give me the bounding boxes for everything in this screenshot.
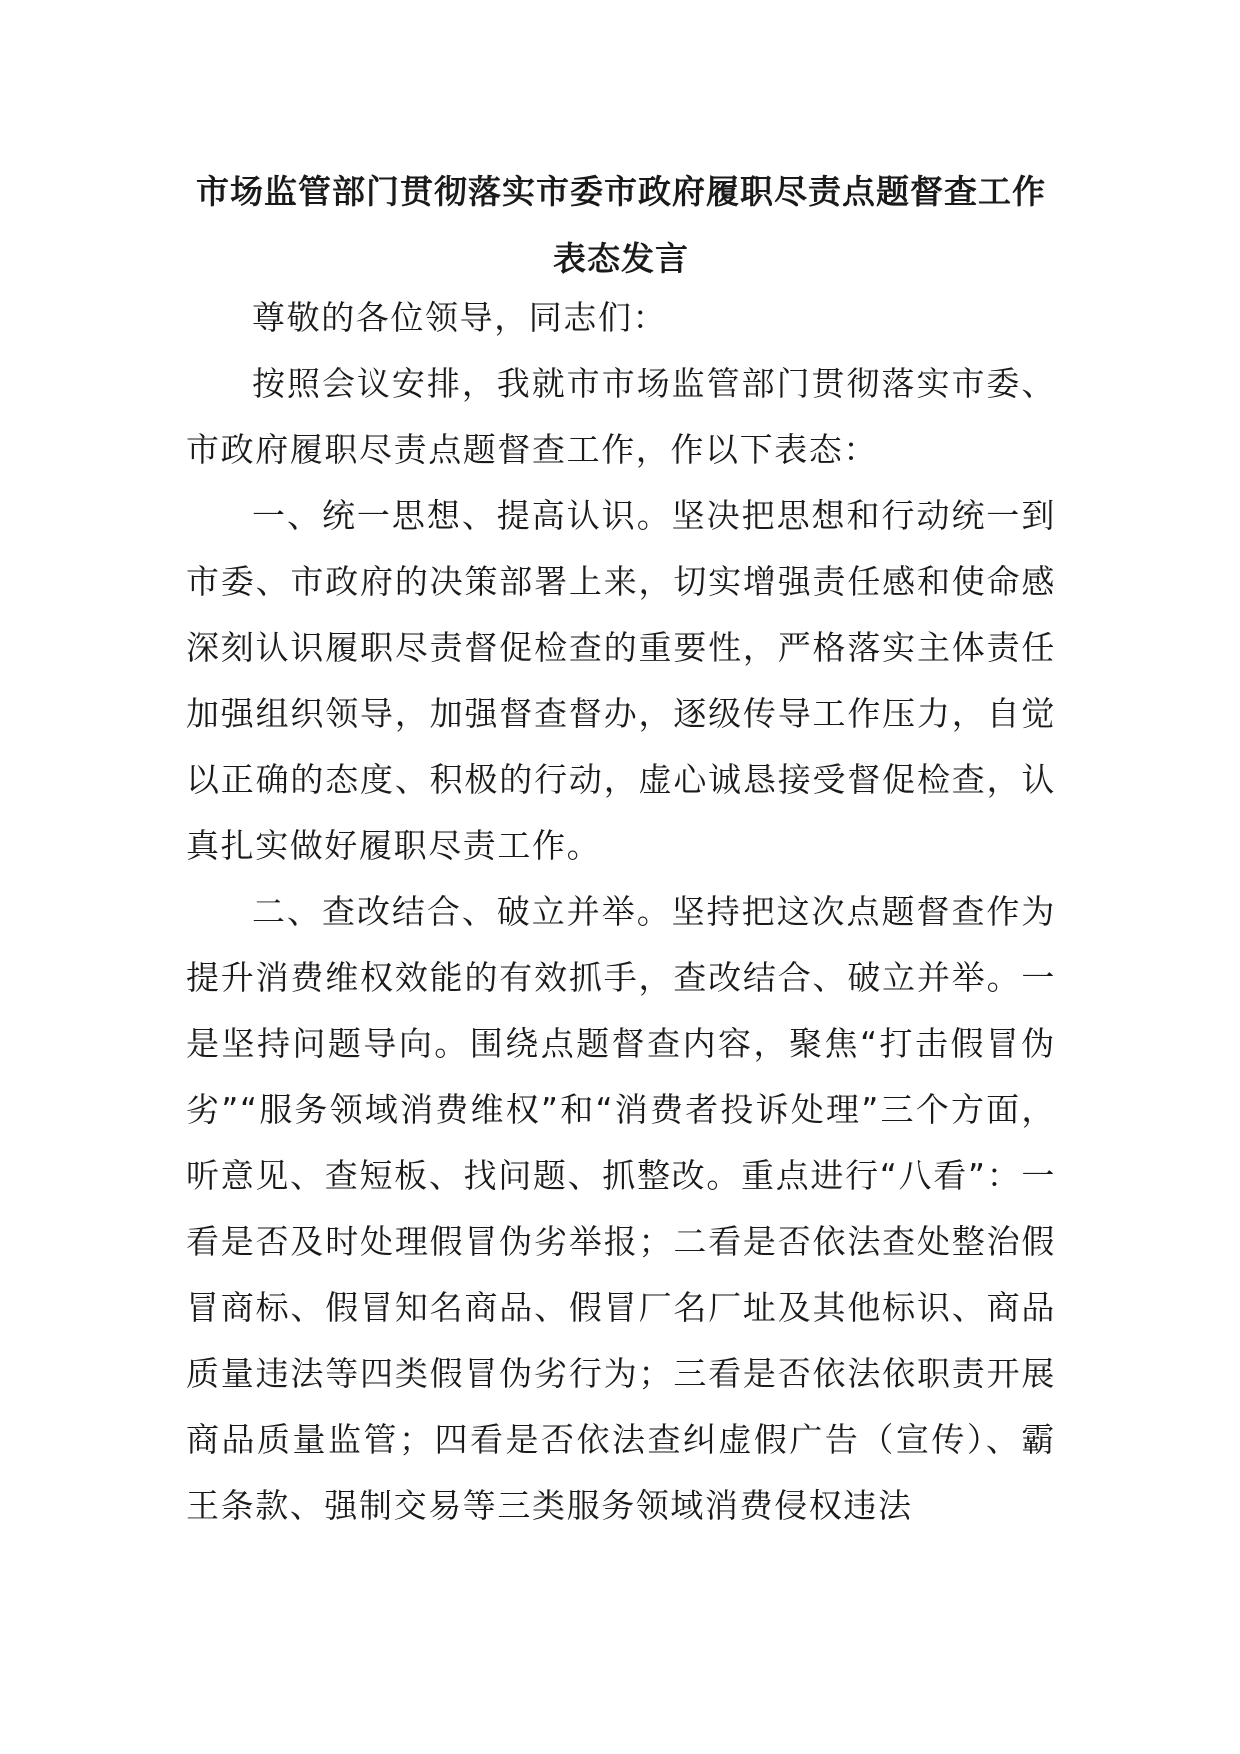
title-line-2: 表态发言 — [553, 239, 689, 278]
body-paragraph-intro: 按照会议安排，我就市市场监管部门贯彻落实市委、市政府履职尽责点题督查工作，作以下表态： — [186, 364, 1056, 469]
body-paragraph-section-2: 二、查改结合、破立并举。坚持把这次点题督查作为提升消费维权效能的有效抓手，查改结合、破立并举。一是坚持问题导向。围绕点题督查内容，聚焦“打击假冒伪劣”“服务领域消费维权”和“消费者投诉处理”三个方面，听意见、查短板、找问题、抓整改。重点进行“八看”：一看是否及时处理假冒伪劣举报；二看是否依法查处整治假冒商标、假冒知名商品、假冒厂名厂址及其他标识、商品质量违法等四类假冒伪劣行为；三看是否依法依职责开展商品质量监管；四看是否依法查纠虚假广告（宣传）、霸王条款、强制交易等三类服务领域消费侵权违法 — [186, 892, 1056, 1525]
salutation: 尊敬的各位领导，同志们： — [252, 298, 668, 337]
document-body — [186, 285, 1056, 1539]
body-paragraph-section-1: 一、统一思想、提高认识。坚决把思想和行动统一到市委、市政府的决策部署上来，切实增强责任感和使命感深刻认识履职尽责督促检查的重要性，严格落实主体责任加强组织领导，加强督查督办，逐级传导工作压力，自觉以正确的态度、积极的行动，虚心诚恳接受督促检查，认真扎实做好履职尽责工作。 — [186, 496, 1056, 865]
title-line-1: 市场监管部门贯彻落实市委市政府履职尽责点题督查工作 — [196, 172, 1046, 211]
document-title — [186, 158, 1056, 292]
